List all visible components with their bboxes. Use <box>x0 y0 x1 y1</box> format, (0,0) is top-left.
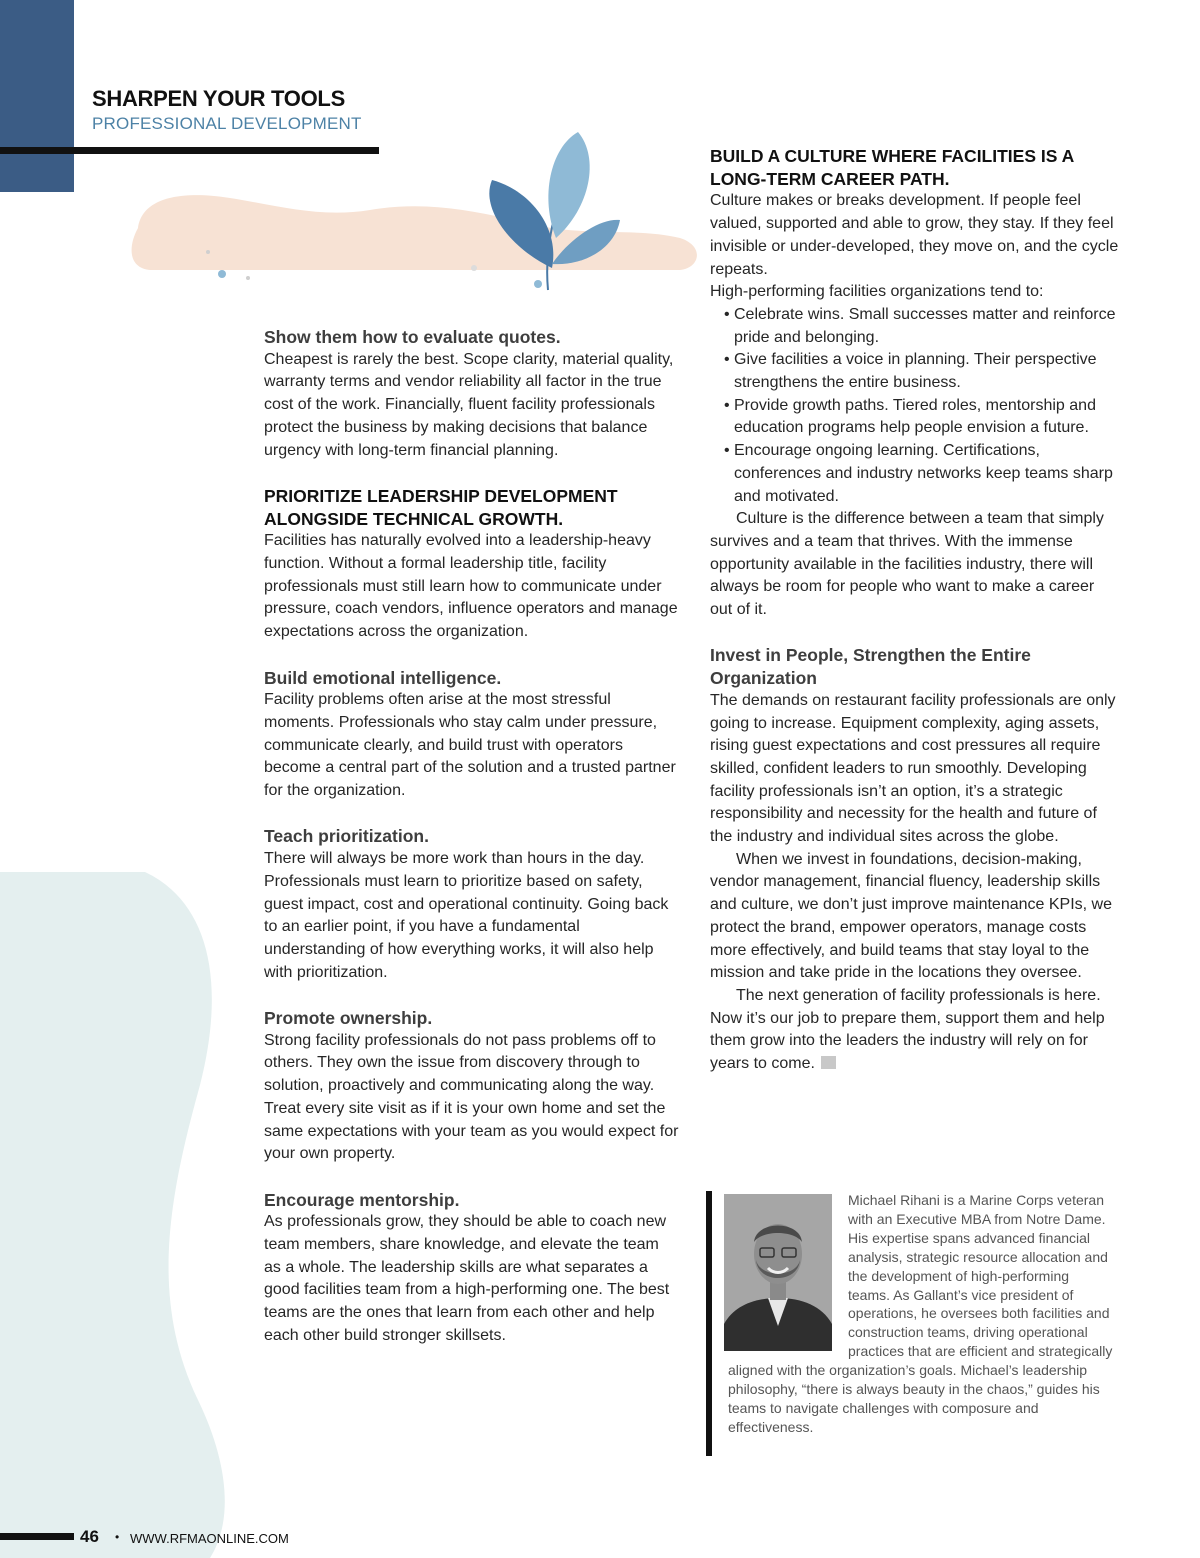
list-item: • Provide growth paths. Tiered roles, mentorship and education programs help people envision a future. <box>710 395 1120 440</box>
bio-rule <box>706 1191 712 1456</box>
right-column <box>710 145 1120 1076</box>
section-heading: BUILD A CULTURE WHERE FACILITIES IS A LONG-TERM CAREER PATH. <box>710 146 1074 189</box>
body-paragraph: There will always be more work than hours in the day. Professionals must learn to prioritize based on safety, guest impact, cost and operational continuity. Going back to an earlier point, if you have a fundamental understanding of how everything works, it will also help with prioritization. <box>264 850 669 981</box>
section-evaluate-quotes <box>264 326 679 462</box>
body-paragraph: Culture makes or breaks development. If people feel valued, supported and able to grow, they stay. If they feel invisible or under-developed, they move on, and the cycle repeats. <box>710 192 1119 278</box>
section-mentorship <box>264 1189 679 1348</box>
bio-text: Michael Rihani is a Marine Corps veteran with an Executive MBA from Notre Dame. His expertise spans advanced financial analysis, strategic resource allocation and the development of high-performing teams. As Gallant’s vice president of operations, he oversees both facilities and construction teams, driving operational practices that are efficient and strategically aligned with the organization’s goals. Michael’s leadership philosophy, “there is always beauty in the chaos,” guides his teams to navigate challenges with composure and effectiveness. <box>728 1192 1113 1435</box>
body-paragraph: Facility problems often arise at the most stressful moments. Professionals who stay calm under pressure, communicate clearly, and build trust with operators become a central part of the solution and a trusted partner for the organization. <box>264 691 676 800</box>
body-paragraph: Facilities has naturally evolved into a leadership-heavy function. Without a formal leadership title, facility professionals must still learn how to communicate under pressure, coach vendors, influence operators and manage expectations across the organization. <box>264 532 678 641</box>
closing-text: The next generation of facility professionals is here. Now it’s our job to prepare them, support them and help them grow into the leaders the industry will rely on for years to come. <box>710 987 1105 1073</box>
accent-bar <box>0 0 74 192</box>
subheading: Teach prioritization. <box>264 826 429 847</box>
end-mark-icon <box>821 1056 836 1069</box>
leaf-illustration <box>120 118 710 298</box>
section-emotional-intelligence <box>264 667 679 803</box>
author-photo <box>724 1194 832 1351</box>
page-number: 46 <box>80 1527 99 1546</box>
list-item: • Give facilities a voice in planning. Their perspective strengthens the entire business. <box>710 349 1120 394</box>
footer-separator: • <box>115 1530 120 1544</box>
left-column <box>264 326 679 1348</box>
body-paragraph: Cheapest is rarely the best. Scope clarity, material quality, warranty terms and vendor reliability all factor in the true cost of the work. Financially, fluent facility professionals protect the business by making decisions that balance urgency with long-term financial planning. <box>264 350 674 459</box>
footer-rule <box>0 1533 74 1540</box>
subheading: Build emotional intelligence. <box>264 667 502 688</box>
subheading: Encourage mentorship. <box>264 1189 460 1210</box>
list-item: • Celebrate wins. Small successes matter and reinforce pride and belonging. <box>710 304 1120 349</box>
section-subtitle: PROFESSIONAL DEVELOPMENT <box>92 114 362 133</box>
section-prioritization <box>264 825 679 984</box>
body-paragraph: Strong facility professionals do not pass problems off to others. They own the issue from discovery through to solution, proactively and communicating along the way. Treat every site visit as if it is your own home and set the same expectations with your team as you would expect for your own property. <box>264 1031 679 1163</box>
body-paragraph <box>710 985 1120 1076</box>
footer-url: WWW.RFMAONLINE.COM <box>130 1531 289 1546</box>
section-ownership <box>264 1007 679 1166</box>
section-culture <box>710 145 1120 622</box>
body-paragraph: Culture is the difference between a team that simply survives and a team that thrives. With the immense opportunity available in the facilities industry, there will always be room for people who want to make a career out of it. <box>710 510 1104 619</box>
section-invest <box>710 644 1120 1075</box>
section-leadership <box>264 485 679 644</box>
section-heading: PRIORITIZE LEADERSHIP DEVELOPMENT ALONGSIDE TECHNICAL GROWTH. <box>264 485 618 529</box>
subheading: Show them how to evaluate quotes. <box>264 327 561 347</box>
subheading: Invest in People, Strengthen the Entire Organization <box>710 645 1031 689</box>
leaf-tall <box>548 132 589 238</box>
body-paragraph: As professionals grow, they should be able to coach new team members, share knowledge, and elevate the team as a whole. The leadership skills are what separates a good facilities team from a high-performing one. The best teams are the ones that learn from each other and help each other build stronger skillsets. <box>264 1213 670 1344</box>
list-intro: High-performing facilities organizations tend to: <box>710 283 1044 301</box>
subheading: Promote ownership. <box>264 1008 433 1029</box>
list-item: • Encourage ongoing learning. Certifications, conferences and industry networks keep teams sharp and motivated. <box>710 440 1120 508</box>
bullet-list <box>710 304 1120 508</box>
section-title: SHARPEN YOUR TOOLS <box>92 86 345 111</box>
body-paragraph: The demands on restaurant facility professionals are only going to increase. Equipment complexity, aging assets, rising guest expectations and cost pressures all require skilled, confident leaders to run smoothly. Developing facility professionals isn’t an option, it’s a strategic responsibility and necessity for the health and future of the industry and individual sites across the globe. <box>710 691 1116 846</box>
body-paragraph: When we invest in foundations, decision-making, vendor management, financial fluency, leadership skills and culture, we don’t just improve maintenance KPIs, we protect the brand, empower operators, manage costs more effectively, and build teams that stay loyal to the mission and take pride in the locations they oversee. <box>710 850 1112 982</box>
